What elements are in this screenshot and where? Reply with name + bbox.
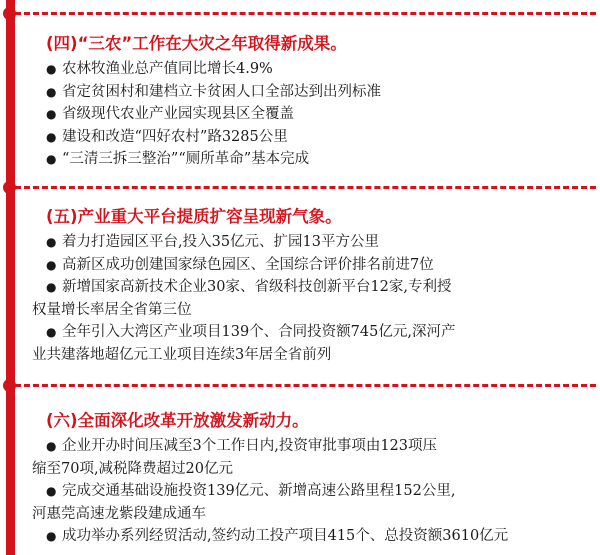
section-divider: [6, 12, 596, 15]
list-item: ● 农林牧渔业总产值同比增长4.9%: [46, 58, 592, 81]
divider-dot: [3, 181, 16, 194]
bullet-icon: ●: [46, 62, 57, 76]
bullet-icon: ●: [46, 84, 57, 99]
section-divider: [6, 384, 596, 387]
list-item: ● 省级现代农业产业园实现县区全覆盖: [46, 103, 592, 126]
list-item: ● 新增国家高新技术企业30家、省级科技创新平台12家,专利授 权量增长率居全省第三位: [46, 276, 592, 321]
section-divider: [6, 186, 596, 189]
divider-dot: [3, 379, 16, 392]
section-heading: (四)“三农”工作在大灾之年取得新成果。: [46, 34, 347, 53]
list-item: ● 高新区成功创建国家绿色园区、全国综合评价排名前进7位: [46, 254, 592, 277]
list-item: ● 着力打造园区平台,投入35亿元、扩园13平方公里: [46, 231, 592, 254]
red-spine-bar: [6, 0, 15, 555]
list-item: ● “三清三拆三整治”“厕所革命”基本完成: [46, 148, 592, 171]
bullet-icon: ●: [46, 235, 57, 249]
list-item: ● 企业开办时间压减至3个工作日内,投资审批事项由123项压 缩至70项,减税降费超过20亿元: [46, 435, 592, 480]
bullet-icon: ●: [46, 439, 57, 453]
bullet-icon: ●: [46, 325, 57, 339]
divider-dot: [3, 7, 16, 20]
bullet-icon: ●: [46, 107, 57, 121]
list-item: ● 完成交通基础设施投资139亿元、新增高速公路里程152公里, 河惠莞高速龙紫段建成通车: [46, 480, 592, 525]
bullet-icon: ●: [46, 129, 57, 144]
bullet-icon: ●: [46, 152, 57, 166]
bullet-icon: ●: [46, 280, 57, 294]
bullet-icon: ●: [46, 484, 57, 498]
section-heading: (五)产业重大平台提质扩容呈现新气象。: [46, 207, 342, 226]
list-item: ● 全年引入大湾区产业项目139个、合同投资额745亿元,深河产 业共建落地超亿元工业项目连续3年居全省前列: [46, 321, 592, 366]
section-agriculture: [46, 33, 592, 171]
list-item: ● 省定贫困村和建档立卡贫困人口全部达到出列标准: [46, 81, 592, 104]
section-reform: [32, 410, 592, 548]
section-industry: [32, 206, 592, 366]
section-heading: (六)全面深化改革开放激发新动力。: [46, 411, 309, 430]
bullet-icon: ●: [46, 257, 57, 272]
list-item: ● 建设和改造“四好农村”路3285公里: [46, 126, 592, 149]
bullet-icon: ●: [46, 529, 57, 543]
list-item: ● 成功举办系列经贸活动,签约动工投产项目415个、总投资额3610亿元: [46, 525, 592, 548]
